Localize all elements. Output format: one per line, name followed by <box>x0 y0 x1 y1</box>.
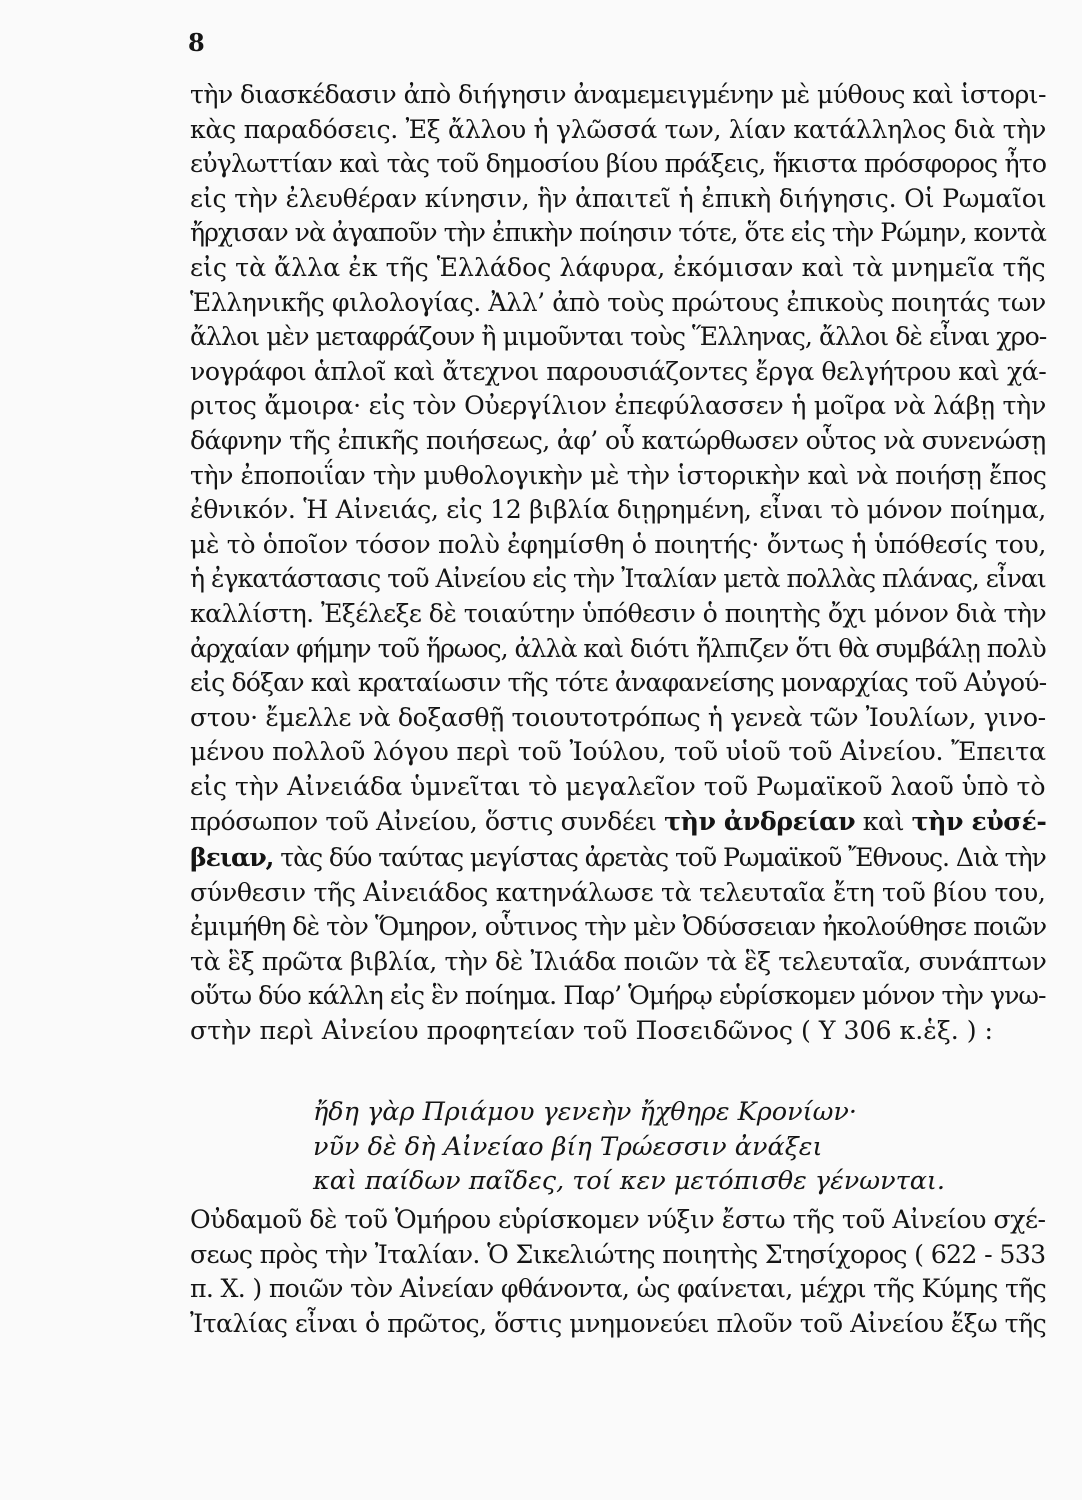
body-paragraph <box>190 78 1046 1049</box>
text-line: νογράφοι ἁπλοῖ καὶ ἄτεχνοι παρουσιάζοντες ἔργα θελγήτρου καὶ χά- <box>190 356 1047 386</box>
verse-line: ἤδη γὰρ Πριάμου γενεὴν ἤχθηρε Κρονίων· <box>313 1097 857 1127</box>
text-line: εἰς τὴν Αἰνειάδα ὑμνεῖται τὸ μεγαλεῖον τοῦ Ρωμαϊκοῦ λαοῦ ὑπὸ τὸ <box>190 771 1046 801</box>
text-line: Οὐδαμοῦ δὲ τοῦ Ὁμήρου εὑρίσκομεν νύξιν ἔστω τῆς τοῦ Αἰνείου σχέ- <box>190 1205 1046 1234</box>
bold-phrase-piety: τὴν εὐσέ- <box>911 806 1047 837</box>
text-line: μὲ τὸ ὁποῖον τόσον πολὺ ἐφημίσθη ὁ ποιητής· ὄντως ἡ ὑπόθεσίς του, <box>190 529 1046 559</box>
text-line: μένου πολλοῦ λόγου περὶ τοῦ Ἰούλου, τοῦ υἱοῦ τοῦ Αἰνείου. Ἔπειτα <box>190 737 1046 767</box>
text-line: καλλίστη. Ἐξέλεξε δὲ τοιαύτην ὑπόθεσιν ὁ ποιητὴς ὄχι μόνον διὰ τὴν <box>190 598 1047 628</box>
text-line: ἐθνικόν. Ἡ Αἰνειάς, εἰς 12 βιβλία διῃρημένη, εἶναι τὸ μόνον ποίημα, <box>190 495 1046 525</box>
bold-phrase-piety-end: βειαν, <box>190 842 274 873</box>
text-line: ἡ ἐγκατάστασις τοῦ Αἰνείου εἰς τὴν Ἰταλίαν μετὰ πολλὰς πλάνας, εἶναι <box>190 564 1046 594</box>
text-line-with-emphasis <box>190 804 1046 840</box>
homeric-quotation <box>313 1095 945 1199</box>
text-line: σύνθεσιν τῆς Αἰνειάδος κατηνάλωσε τὰ τελευταῖα ἔτη τοῦ βίου του, <box>190 877 1046 907</box>
text-segment: τὰς δύο ταύτας μεγίστας ἀρετὰς τοῦ Ρωμαϊκοῦ Ἔθνους. Διὰ τὴν <box>280 843 1046 873</box>
bold-phrase-courage: τὴν ἀνδρείαν <box>664 806 856 837</box>
text-line: στου· ἔμελλε νὰ δοξασθῇ τοιουτοτρόπως ἡ γενεὰ τῶν Ἰουλίων, γινο- <box>190 702 1046 732</box>
text-line-with-emphasis <box>190 840 1046 876</box>
text-line: ἀρχαίαν φήμην τοῦ ἥρωος, ἀλλὰ καὶ διότι ἤλπιζεν ὅτι θὰ συμβάλῃ πολὺ <box>190 633 1046 663</box>
text-line: κὰς παραδόσεις. Ἐξ ἄλλου ἡ γλῶσσά των, λίαν κατάλληλος διὰ τὴν <box>190 114 1046 144</box>
text-line: Ἑλληνικῆς φιλολογίας. Ἀλλ’ ἀπὸ τοὺς πρώτους ἐπικοὺς ποιητάς των <box>190 287 1046 317</box>
verse-line: καὶ παίδων παῖδες, τοί κεν μετόπισθε γένωνται. <box>313 1166 946 1197</box>
text-line: εὐγλωττίαν καὶ τὰς τοῦ δημοσίου βίου πράξεις, ἥκιστα πρόσφορος ἦτο <box>190 149 1047 179</box>
page-number: 8 <box>188 28 205 57</box>
text-line: τὴν διασκέδασιν ἀπὸ διήγησιν ἀναμεμειγμένην μὲ μύθους καὶ ἱστορι- <box>190 80 1046 109</box>
text-line: εἰς τὰ ἄλλα ἐκ τῆς Ἑλλάδος λάφυρα, ἐκόμισαν καὶ τὰ μνημεῖα τῆς <box>190 252 1046 282</box>
text-line: π. Χ. ) ποιῶν τὸν Αἰνείαν φθάνοντα, ὡς φαίνεται, μέχρι τῆς Κύμης τῆς <box>190 1274 1047 1304</box>
text-line: ριτος ἄμοιρα· εἰς τὸν Οὐεργίλιον ἐπεφύλασσεν ἡ μοῖρα νὰ λάβῃ τὴν <box>190 391 1047 421</box>
closing-paragraph <box>190 1203 1046 1341</box>
text-segment: πρόσωπον τοῦ Αἰνείου, ὅστις συνδέει <box>190 807 657 837</box>
verse-line: νῦν δὲ δὴ Αἰνείαο βίη Τρώεσσιν ἀνάξει <box>313 1131 823 1162</box>
text-line: εἰς δόξαν καὶ κραταίωσιν τῆς τότε ἀναφανείσης μοναρχίας τοῦ Αὐγού- <box>190 668 1047 698</box>
text-line: ἐμιμήθη δὲ τὸν Ὅμηρον, οὗτινος τὴν μὲν Ὀδύσσειαν ἠκολούθησε ποιῶν <box>190 912 1047 942</box>
text-line: στὴν περὶ Αἰνείου προφητείαν τοῦ Ποσειδῶνος ( Υ 306 κ.ἑξ. ) : <box>190 1016 994 1046</box>
text-line: τὴν ἐποποιΐαν τὴν μυθολογικὴν μὲ τὴν ἱστορικὴν καὶ νὰ ποιήσῃ ἔπος <box>190 460 1047 490</box>
text-line: ἤρχισαν νὰ ἀγαποῦν τὴν ἐπικὴν ποίησιν τότε, ὅτε εἰς τὴν Ρώμην, κοντὰ <box>190 218 1046 248</box>
text-line: οὕτω δύο κάλλη εἰς ἓν ποίημα. Παρ’ Ὁμήρῳ εὑρίσκομεν μόνον τὴν γνω- <box>190 981 1046 1011</box>
text-line: σεως πρὸς τὴν Ἰταλίαν. Ὁ Σικελιώτης ποιητὴς Στησίχορος ( 622 - 533 <box>190 1239 1046 1269</box>
text-line: Ἰταλίας εἶναι ὁ πρῶτος, ὅστις μνημονεύει πλοῦν τοῦ Αἰνείου ἔξω τῆς <box>190 1308 1047 1338</box>
text-line: δάφνην τῆς ἐπικῆς ποιήσεως, ἀφ’ οὗ κατώρθωσεν οὗτος νὰ συνενώσῃ <box>190 425 1046 455</box>
text-segment: καὶ <box>862 807 905 837</box>
text-line: εἰς τὴν ἐλευθέραν κίνησιν, ἣν ἀπαιτεῖ ἡ ἐπικὴ διήγησις. Οἱ Ρωμαῖοι <box>190 183 1047 213</box>
text-line: τὰ ἓξ πρῶτα βιβλία, τὴν δὲ Ἰλιάδα ποιῶν τὰ ἓξ τελευταῖα, συνάπτων <box>190 946 1047 976</box>
text-line: ἄλλοι μὲν μεταφράζουν ἢ μιμοῦνται τοὺς Ἕλληνας, ἄλλοι δὲ εἶναι χρο- <box>190 322 1047 352</box>
